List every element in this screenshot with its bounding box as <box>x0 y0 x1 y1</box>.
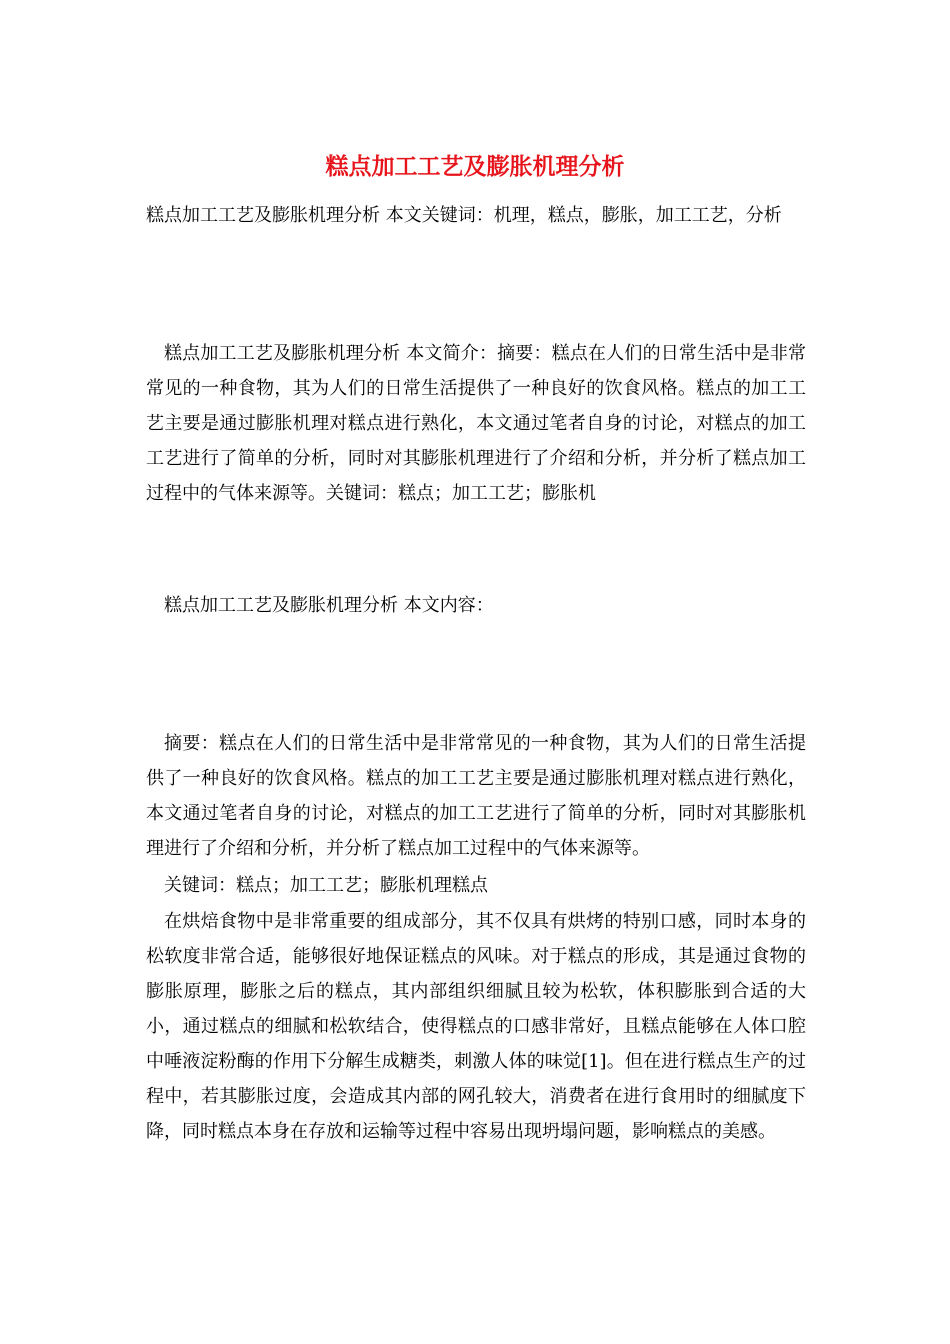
document-title: 糕点加工工艺及膨胀机理分析 <box>325 154 625 180</box>
keywords-paragraph: 关键词：糕点；加工工艺；膨胀机理糕点 <box>164 875 488 896</box>
summary-paragraph: 糕点加工工艺及膨胀机理分析 本文简介：摘要：糕点在人们的日常生活中是非常常见的一种食物，其为人们的日常生活提供了一种良好的饮食风格。糕点的加工工艺主要是通过膨胀机理对糕点进行熟化，本文通过笔者自身的讨论，对糕点的加工工艺进行了简单的分析，同时对其膨胀机理进行了介绍和分析，并分析了糕点加工过程中的气体来源等。关键词：糕点；加工工艺；膨胀机 <box>146 343 806 504</box>
keywords-line: 糕点加工工艺及膨胀机理分析 本文关键词：机理，糕点，膨胀，加工工艺，分析 <box>146 205 782 226</box>
abstract-paragraph: 摘要：糕点在人们的日常生活中是非常常见的一种食物，其为人们的日常生活提供了一种良好的饮食风格。糕点的加工工艺主要是通过膨胀机理对糕点进行熟化，本文通过笔者自身的讨论，对糕点的加工工艺进行了简单的分析，同时对其膨胀机理进行了介绍和分析，并分析了糕点加工过程中的气体来源等。 <box>146 733 806 859</box>
body-paragraph: 在烘焙食物中是非常重要的组成部分，其不仅具有烘烤的特别口感，同时本身的松软度非常合适，能够很好地保证糕点的风味。对于糕点的形成，其是通过食物的膨胀原理，膨胀之后的糕点，其内部组织细腻且较为松软，体积膨胀到合适的大小，通过糕点的细腻和松软结合，使得糕点的口感非常好，且糕点能够在人体口腔中唾液淀粉酶的作用下分解生成糖类，刺激人体的味觉[1]。但在进行糕点生产的过程中，若其膨胀过度，会造成其内部的网孔较大，消费者在进行食用时的细腻度下降，同时糕点本身在存放和运输等过程中容易出现坍塌问题，影响糕点的美感。 <box>146 911 806 1142</box>
content-label: 糕点加工工艺及膨胀机理分析 本文内容： <box>164 595 494 616</box>
